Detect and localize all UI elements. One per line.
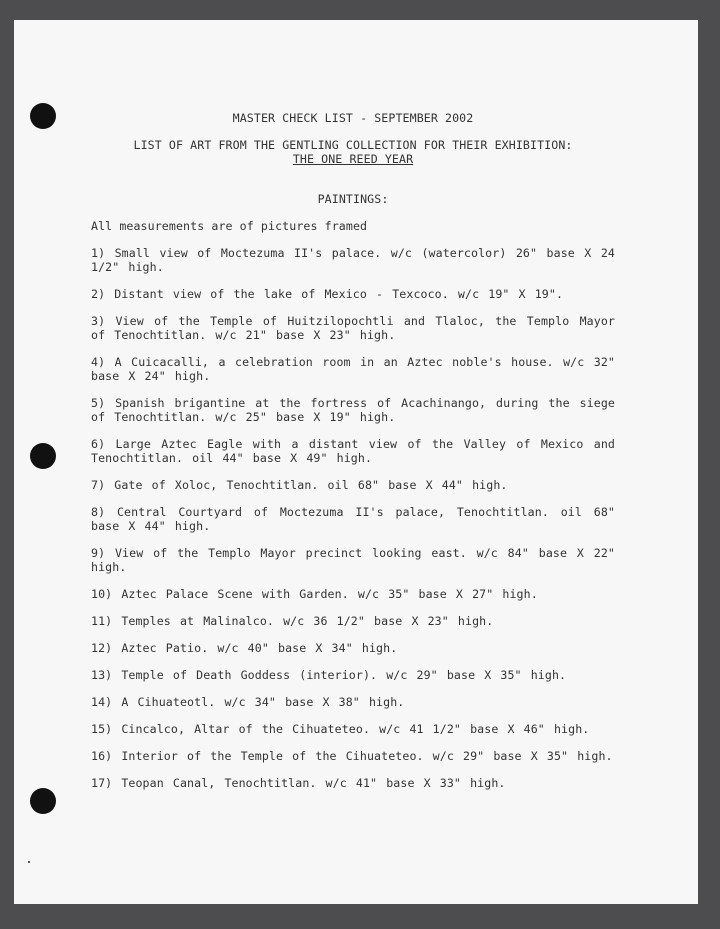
punch-hole: [30, 443, 56, 469]
document-body: [91, 111, 615, 790]
intro-note: All measurements are of pictures framed: [91, 219, 368, 233]
list-item: 15) Cincalco, Altar of the Cihuateteo. w/c 41 1/2" base X 46" high.: [91, 722, 590, 736]
list-item: 2) Distant view of the lake of Mexico - Texcoco. w/c 19" X 19".: [91, 287, 564, 301]
list-item: 16) Interior of the Temple of the Cihuateteo. w/c 29" base X 35" high.: [91, 749, 613, 763]
list-item: 4) A Cuicacalli, a celebration room in an Aztec noble's house. w/c 32" base X 24" high.: [91, 355, 615, 383]
list-item: 11) Temples at Malinalco. w/c 36 1/2" base X 23" high.: [91, 614, 494, 628]
list-item: 10) Aztec Palace Scene with Garden. w/c 35" base X 27" high.: [91, 587, 538, 601]
subtitle-line: LIST OF ART FROM THE GENTLING COLLECTION FOR THEIR EXHIBITION:: [133, 138, 573, 152]
painting-list: [91, 246, 615, 790]
list-item: 6) Large Aztec Eagle with a distant view of the Valley of Mexico and Tenochtitlan. oil 44" base X 49" high.: [91, 437, 615, 465]
list-item: 14) A Cihuateotl. w/c 34" base X 38" high.: [91, 695, 405, 709]
punch-hole: [30, 788, 56, 814]
exhibition-title: THE ONE REED YEAR: [292, 152, 414, 166]
list-item: 13) Temple of Death Goddess (interior). w/c 29" base X 35" high.: [91, 668, 567, 682]
list-item: 5) Spanish brigantine at the fortress of Acachinango, during the siege of Tenochtitlan. w/c 25" base X 19" high.: [91, 396, 615, 424]
section-heading: PAINTINGS:: [317, 192, 389, 206]
list-item: 1) Small view of Moctezuma II's palace. w/c (watercolor) 26" base X 24 1/2" high.: [91, 246, 615, 274]
document-subtitle: [91, 138, 615, 166]
list-item: 7) Gate of Xoloc, Tenochtitlan. oil 68" base X 44" high.: [91, 478, 508, 492]
list-item: 9) View of the Templo Mayor precinct looking east. w/c 84" base X 22" high.: [91, 546, 615, 574]
list-item: 3) View of the Temple of Huitzilopochtli and Tlaloc, the Templo Mayor of Tenochtitlan. w/c 21" base X 23" high.: [91, 314, 615, 342]
document-title: MASTER CHECK LIST - SEPTEMBER 2002: [232, 111, 474, 125]
paper-sheet: [14, 20, 698, 904]
list-item: 12) Aztec Patio. w/c 40" base X 34" high.: [91, 641, 398, 655]
list-item: 8) Central Courtyard of Moctezuma II's palace, Tenochtitlan. oil 68" base X 44" high.: [91, 505, 615, 533]
paper-speck: [28, 861, 30, 863]
list-item: 17) Teopan Canal, Tenochtitlan. w/c 41" base X 33" high.: [91, 776, 506, 790]
punch-hole: [30, 103, 56, 129]
